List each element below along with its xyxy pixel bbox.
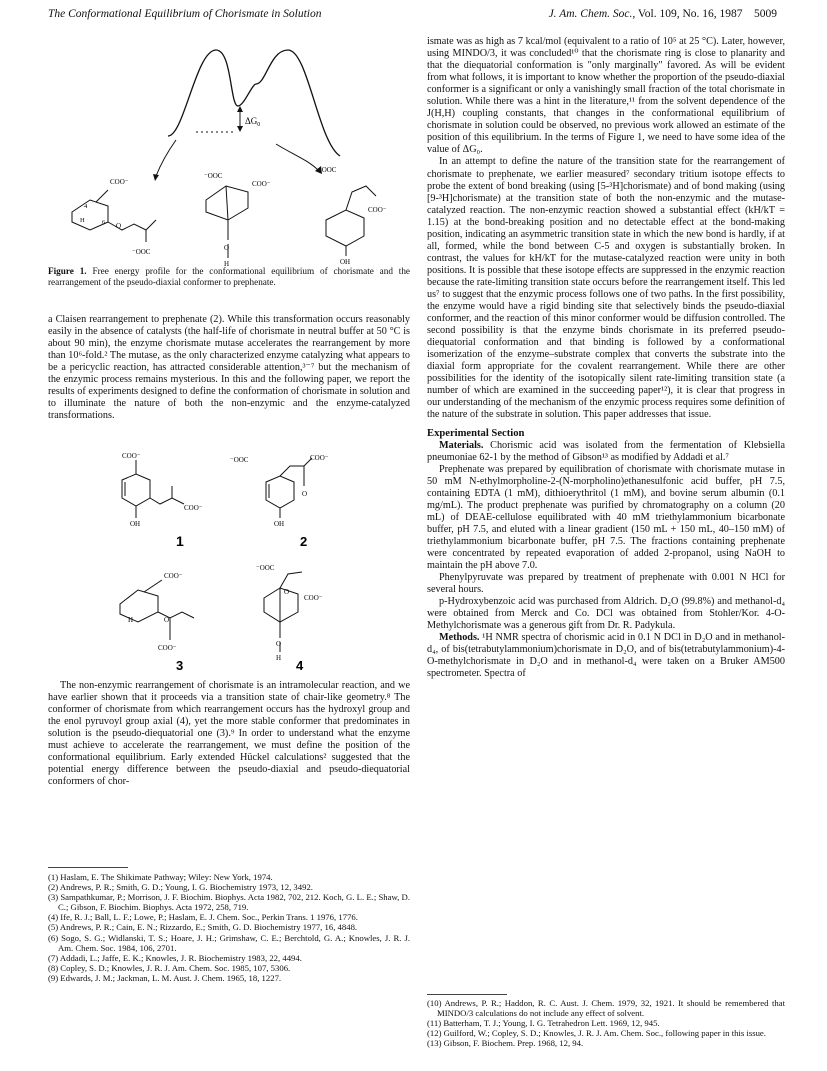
paragraph-isotope: In an attempt to define the nature of the transition state for the rearrangement of chorismate to prephenate, we earlier measured⁷ secondary tritium isotope effects to probe the extent of bond breaking (using [5-³H]chorismate) and of bond making (using [9-³H]chorismate) at the transition state of both the non-enzymic and the mutase-catalyzed reaction. The non-enzymic reaction showed a substantial effect (kH/kT = 1.15) at the bond-breaking position and no detectable effect at the bond-making position, indicating an asymmetric transition state in which the new bond is hardly, if at all, formed, while the bond between C-5 and oxygen is substantially broken. In contrast, the values for kH/kT for the mutase-catalyzed reaction were unity in both positions. It is possible that these isotope effects are suppressed in the enzymic reaction because the rate-limiting transition state occurs before the rearrangement itself. This led us⁷ to suggest that the enzymic process follows one of two paths. In the first possibility, the enzyme would have a rigid binding site that selectively binds the pseudo-diaxial conformer, and the reaction of this minor conformer would be diffusion controlled. The second possibility is that the enzyme binds chorismate in its preferred pseudo-diequatorial conformation and that binding is followed by a conformational isomerization of the enzyme–substrate complex that converts the substrate into the diaxial form appropriate for the covalent rearrangement. While there are other possibilities for the identity of the isotopically silent rate-limiting transition state (a number of which are examined in the succeeding paper¹²), it is clear that progress in our understanding of the mechanism of the enzymic process requires some definition of the nature of the substrate in solution. This paper addresses that issue.: [427, 156, 785, 421]
structure-4: [256, 564, 323, 672]
figure1-structure-left: [72, 178, 156, 256]
footnote-rule-left: [48, 867, 128, 868]
svg-text:O: O: [116, 222, 122, 230]
svg-text:COO⁻: COO⁻: [184, 504, 203, 512]
references-left: [48, 872, 410, 983]
references-right: [427, 998, 785, 1048]
svg-text:COO⁻: COO⁻: [310, 454, 329, 462]
methods-text: ¹H NMR spectra of chorismic acid in 0.1 N DCl in D₂O and in methanol-d₄, of bis(tetrabutylammonium)chorismate in D₂O, and of bis(tetrabutylammonium)-4-O-methylchorismate in D₂O and in methanol-d₄ were taken on a Bruker AM500 spectrometer. Spectra of: [427, 632, 786, 680]
structures-3-4: [106, 560, 386, 672]
svg-text:O: O: [164, 616, 170, 624]
reference-item: (10) Andrews, P. R.; Haddon, R. C. Aust. J. Chem. 1979, 32, 1921. It should be remembered that MINDO/3 calculations do not include any effect of solvent.: [427, 998, 785, 1019]
svg-text:COO⁻: COO⁻: [110, 178, 129, 186]
structure-4-number: 4: [296, 658, 304, 672]
reference-item: (5) Andrews, P. R.; Cain, E. N.; Rizzardo, E.; Smith, G. D. Biochemistry 1977, 16, 4848.: [48, 922, 358, 933]
svg-text:COO⁻: COO⁻: [368, 206, 387, 214]
svg-text:OH: OH: [340, 258, 351, 266]
reference-item: (13) Gibson, F. Biochem. Prep. 1968, 12, 94.: [427, 1038, 584, 1049]
svg-text:O: O: [276, 640, 282, 648]
structure-2-number: 2: [300, 534, 308, 548]
reference-item: (12) Guilford, W.; Copley, S. D.; Knowles, J. R. J. Am. Chem. Soc., following paper in this issue.: [427, 1028, 766, 1039]
structure-3: [120, 572, 194, 672]
svg-text:⁻OOC: ⁻OOC: [256, 564, 275, 572]
structure-2: [230, 454, 329, 548]
left-column-bottom: [48, 680, 410, 788]
svg-text:H: H: [276, 654, 282, 662]
svg-text:H: H: [80, 217, 85, 224]
svg-text:⁻OOC: ⁻OOC: [204, 172, 223, 180]
svg-text:OH: OH: [274, 520, 285, 528]
svg-text:COO⁻: COO⁻: [122, 452, 141, 460]
journal-citation: [549, 8, 777, 20]
svg-text:COO⁻: COO⁻: [252, 180, 271, 188]
svg-text:COO⁻: COO⁻: [158, 644, 177, 652]
svg-text:O: O: [224, 244, 230, 252]
svg-text:O: O: [302, 490, 308, 498]
svg-text:COO⁻: COO⁻: [164, 572, 183, 580]
svg-text:6: 6: [102, 219, 106, 226]
figure1-structure-right: [318, 166, 387, 266]
left-column-top: [48, 314, 410, 422]
materials-text: Chorismic acid was isolated from the fermentation of Klebsiella pneumoniae 62-1 by the method of Gibson¹³ as modified by Addadi et al.⁷: [427, 439, 786, 463]
paragraph-hydroxybenzoic: p-Hydroxybenzoic acid was purchased from Aldrich. D₂O (99.8%) and methanol-d₄ were obtained from Merck and Co. DCl was obtained from Stohler/Kor. 4-O-Methylchorismate was a generous gift from Dr. R. Padykula.: [427, 596, 785, 632]
svg-text:COO⁻: COO⁻: [304, 594, 323, 602]
right-column: [427, 36, 785, 680]
reference-item: (3) Sampathkumar, P.; Morrison, J. F. Biochim. Biophys. Acta 1982, 702, 212. Koch, G. L. E.; Shaw, D. C.; Gibson, F. Biochim. Biophys. Acta 1972, 258, 719.: [48, 892, 410, 913]
paragraph-nonenzymic: The non-enzymic rearrangement of chorismate is an intramolecular reaction, and we have earlier shown that it proceeds via a transition state of chair-like geometry.⁸ The conformer of chorismate from which rearrangement occurs has the hydroxyl group and the enol pyruvoyl group axial (4), yet the more stable conformer that predominates in solution is the pseudo-diequatorial one (3).⁹ In order to understand what the enzyme must achieve to accelerate the rearrangement, we must define the position of the conformational equilibrium. Early extended Hückel calculations² suggested that the potential energy difference between the pseudo-diaxial and pseudo-diequatorial conformers of chor-: [48, 680, 410, 788]
reference-item: (1) Haslam, E. The Shikimate Pathway; Wiley: New York, 1974.: [48, 872, 273, 882]
footnote-rule-right: [427, 994, 507, 995]
reference-item: (6) Sogo, S. G.; Widlanski, T. S.; Hoare, J. H.; Grimshaw, C. E.; Berchtold, G. A.; Knowles, J. R. J. Am. Chem. Soc. 1984, 106, 2701.: [48, 932, 410, 953]
svg-text:4: 4: [84, 203, 88, 210]
delta-g-label: $\Delta G_0$: [245, 116, 261, 128]
reference-item: (2) Andrews, P. R.; Smith, G. D.; Young, I. G. Biochemistry 1973, 12, 3492.: [48, 882, 313, 893]
svg-text:H: H: [128, 616, 134, 624]
reference-item: (7) Addadi, L.; Jaffe, E. K.; Knowles, J. R. Biochemistry 1983, 22, 4494.: [48, 952, 302, 963]
paragraph-ismate: ismate was as high as 7 kcal/mol (equivalent to a ratio of 10⁵ at 25 °C). Later, however, using MINDO/3, it was concluded¹⁰ that the chorismate ring is close to planarity and that the diequatorial conformation is "only marginally" favored. As will be evident from what follows, it is important to know whether the proportion of the pseudo-diaxial conformer is a significant or only a vanishingly small fraction of the total chorismate in solution. While there was a hint in the literature,¹¹ from the solvent dependence of the J(H,H) coupling constants, that changes in the conformational equilibrium of chorismate in solution could be observed, no previous work allowed an estimate of the position of this equilibrium. In the terms of Figure 1, we need to have some idea of the value of ΔG₀.: [427, 36, 785, 156]
svg-text:H: H: [224, 260, 230, 266]
svg-text:O: O: [284, 588, 290, 596]
figure-1-caption-label: Figure 1.: [48, 266, 87, 276]
figure-1-energy-profile: [56, 44, 406, 266]
structure-1: [122, 452, 203, 548]
structure-1-number: 1: [176, 533, 184, 548]
svg-text:⁻OOC: ⁻OOC: [230, 456, 249, 464]
figure-1-caption-text: Free energy profile for the conformational equilibrium of chorismate and the rearrangement of the pseudo-diaxial conformer to prephenate.: [48, 266, 411, 287]
running-title: The Conformational Equilibrium of Chorismate in Solution: [48, 8, 322, 20]
structure-3-number: 3: [176, 658, 184, 672]
paragraph-claisen: a Claisen rearrangement to prephenate (2). While this transformation occurs reasonably easily in the absence of catalysts (the half-life of chorismate in neutral buffer at 50 °C is about 90 min), the enzyme chorismate mutase accelerates the rearrangement by more than 10⁶-fold.² The mutase, as the only characterized enzyme catalyzing what appears to be a pericyclic reaction, has attracted considerable attention,³⁻⁷ but the mechanism of the enzymic process remains mysterious. In this and the following paper, we report the results of experiments designed to define the conformation of chorismate in solution and to illuminate the nature of both the non-enzymic and the enzyme-catalyzed transformations.: [48, 314, 410, 422]
svg-text:OH: OH: [130, 520, 141, 528]
figure1-structure-middle: [204, 172, 271, 266]
reference-item: (9) Edwards, J. M.; Jackman, L. M. Aust. J. Chem. 1965, 18, 1227.: [48, 972, 282, 983]
volume-issue: Vol. 109, No. 16, 1987: [637, 8, 743, 20]
materials-label: Materials.: [439, 439, 484, 451]
paragraph-prephenate: Prephenate was prepared by equilibration of chorismate with chorismate mutase in 50 mM N-ethylmorpholine-2-(N-morpholino)ethanesulfonic acid buffer, pH 7.5, containing EDTA (1 mM), dithioerythritol (1 mM), and bovine serum albumin (0.1 mg/mL). The product prephenate was purified by chromatography on a column (20 mL) of DEAE-cellulose equilibrated with 40 mM triethylammonium bicarbonate buffer, pH 7.5, and eluted with a linear gradient (150 mL + 150 mL, 40–150 mM) of triethylammonium bicarbonate buffer, pH 7.5. The fractions containing prephenate were concentrated by repeated evaporation of added 2-propanol, using NaOH to maintain the pH above 7.0.: [427, 463, 785, 572]
paragraph-phenylpyruvate: Phenylpyruvate was prepared by treatment of prephenate with 0.001 N HCl for several hours.: [427, 572, 785, 596]
journal-name: J. Am. Chem. Soc.,: [548, 8, 636, 20]
structures-1-2: [100, 452, 380, 548]
page-number: 5009: [754, 8, 777, 20]
methods-label: Methods.: [439, 632, 480, 644]
reference-item: (11) Batterham, T. J.; Young, I. G. Tetrahedron Lett. 1969, 12, 945.: [427, 1018, 660, 1029]
figure-1-caption: [48, 266, 410, 287]
reference-item: (8) Copley, S. D.; Knowles, J. R. J. Am. Chem. Soc. 1985, 107, 5306.: [48, 962, 291, 973]
svg-text:⁻OOC: ⁻OOC: [318, 166, 337, 174]
section-title-experimental: Experimental Section: [427, 427, 525, 439]
svg-text:⁻OOC: ⁻OOC: [132, 248, 151, 256]
reference-item: (4) Ife, R. J.; Ball, L. F.; Lowe, P.; Haslam, E. J. Chem. Soc., Perkin Trans. 1 1976, 1776.: [48, 912, 358, 923]
